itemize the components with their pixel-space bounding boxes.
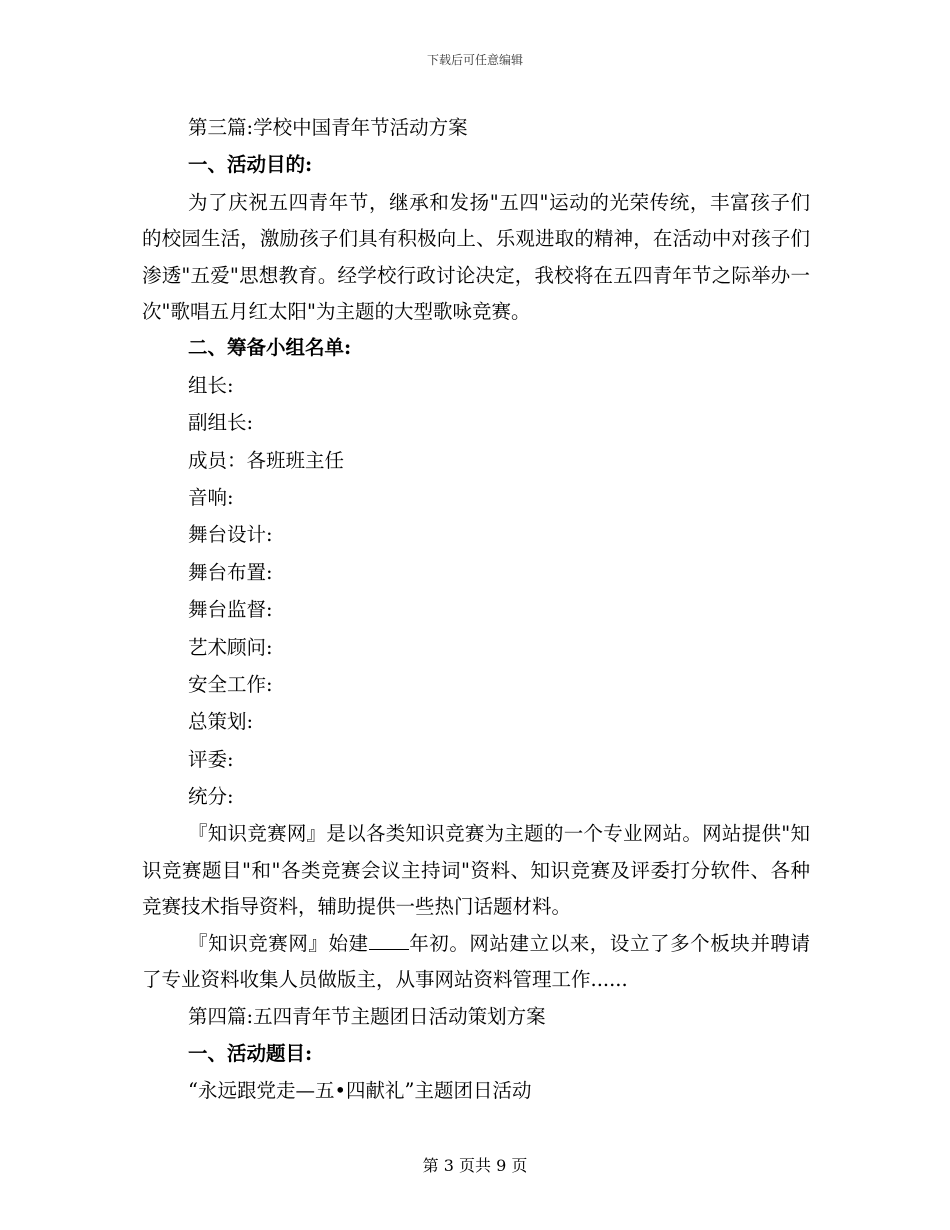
section-title-3: 第三篇:学校中国青年节活动方案	[188, 116, 468, 139]
site-intro-paragraph: 『知识竞赛网』是以各类知识竞赛为主题的一个专业网站。网站提供"知识竞赛题目"和"各类竞赛会议主持词"资料、知识竞赛及评委打分软件、各种竞赛技术指导资料，辅助提供一些热门话题材料。	[142, 822, 810, 919]
document-body	[142, 110, 810, 1111]
committee-item-safety: 安全工作:	[188, 672, 273, 696]
section-title-4: 第四篇:五四青年节主题团日活动策划方案	[188, 1004, 546, 1028]
committee-item-planner: 总策划:	[188, 710, 254, 734]
committee-heading: 二、筹备小组名单:	[188, 336, 352, 360]
site-history-paragraph	[142, 926, 810, 999]
theme-text: “永远跟党走—五•四献礼”主题团日活动	[188, 1079, 532, 1103]
theme-heading: 一、活动题目:	[188, 1041, 313, 1065]
committee-item-art-advisor: 艺术顾问:	[188, 635, 273, 659]
committee-item-leader: 组长:	[188, 373, 234, 397]
committee-item-members: 成员：各班班主任	[188, 448, 345, 472]
committee-item-stage-supervision: 舞台监督:	[188, 598, 273, 622]
committee-item-sound: 音响:	[188, 485, 234, 509]
committee-item-deputy: 副组长:	[188, 411, 254, 435]
committee-item-scoring: 统分:	[188, 785, 234, 809]
committee-item-stage-design: 舞台设计:	[188, 523, 273, 547]
site-history-start: 『知识竞赛网』始建	[188, 931, 369, 955]
purpose-heading: 一、活动目的:	[188, 153, 313, 177]
committee-item-stage-setup: 舞台布置:	[188, 560, 273, 584]
purpose-paragraph: 为了庆祝五四青年节，继承和发扬"五四"运动的光荣传统，丰富孩子们的校园生活，激励孩子们具有积极向上、乐观进取的精神，在活动中对孩子们渗透"五爱"思想教育。经学校行政讨论决定，我校将在五四青年节之际举办一次"歌唱五月红太阳"为主题的大型歌咏竞赛。	[142, 190, 810, 323]
committee-item-judges: 评委:	[188, 747, 234, 771]
year-blank	[369, 931, 409, 950]
site-history-end: 年初。网站建立以来，设立了多个板块并聘请了专业资料收集人员做版主，从事网站资料管理工作......	[142, 931, 810, 992]
page-footer: 第 3 页共 9 页	[422, 1156, 528, 1175]
page-header: 下载后可任意编辑	[426, 53, 523, 67]
